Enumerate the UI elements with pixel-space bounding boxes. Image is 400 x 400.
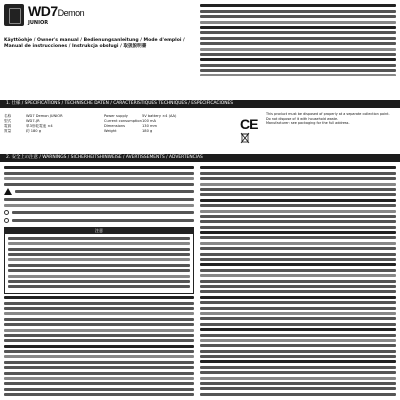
spec-cell: 約 180 g [26,129,42,133]
logo-main-text: WD7 [28,3,58,19]
safety-section-title: 2. 安全上の注意 / WARNINGS / SICHERHEITSHINWEISE / AVERTISSEMENTS / ADVERTENCIAS [6,155,203,160]
disposal-address-text [266,112,396,126]
spec-cell: 質量 [4,129,12,133]
spec-cell: Weight [104,129,117,133]
spec-cell: 名称 [4,114,12,118]
weee-bin-icon [240,132,250,144]
caution-heading: 注意 [5,228,193,234]
spec-row [4,129,204,134]
address-line: Manufacturer: see packaging for the full address. [266,121,350,126]
intro-text-block [200,2,396,76]
spec-cell: WD7-JR [26,119,40,123]
brand-logo [28,3,85,28]
spec-cell: 180 g [142,129,153,133]
specs-section-title: 1. 仕様 / SPECIFICATIONS / TECHNISCHE DATEN / CARACTÉRISTIQUES TECHNIQUES / ESPECIFICACIONES [6,101,234,106]
spec-cell: WD7 Demon JUNIOR [26,114,63,118]
caution-box [4,227,194,293]
spec-cell: 電源 [4,124,12,128]
bullet-icon [4,218,9,223]
spec-cell: Current consumption [104,119,142,123]
specs-section-bar [0,100,400,108]
logo-accent-text: Demon [57,8,85,18]
address-line: This product must be disposed of properly at a separate collection point. [266,112,390,116]
manual-title [4,38,194,50]
manual-title-line-1: Käyttöohje / Owner's manual / Bedienungsanleitung / Mode d'emploi / [4,38,185,43]
product-icon [4,4,24,26]
bullet-icon [4,210,9,215]
ce-mark: CE [240,116,258,132]
spec-cell: Dimensions [104,124,125,128]
spec-cell: 型式 [4,119,12,123]
spec-cell: 5V battery ×4 (AA) [142,114,177,118]
right-safety-column [200,164,396,398]
spec-cell: 100 mA [142,119,156,123]
spec-cell: 130 mm [142,124,158,128]
left-safety-column [4,164,194,396]
manual-title-line-2: Manual de instrucciones / Instrukcja obsługi / 取扱説明書 [4,44,147,49]
address-line: Do not dispose of it with household waste. [266,116,339,121]
spec-cell: 単3形乾電池 ×4 [26,124,53,128]
logo-sub-text: JUNIOR [28,20,49,26]
spec-cell: Power supply [104,114,128,118]
warning-triangle-icon [4,188,12,195]
logo-mark [28,3,85,20]
safety-section-bar [0,154,400,162]
spec-table [4,114,204,144]
